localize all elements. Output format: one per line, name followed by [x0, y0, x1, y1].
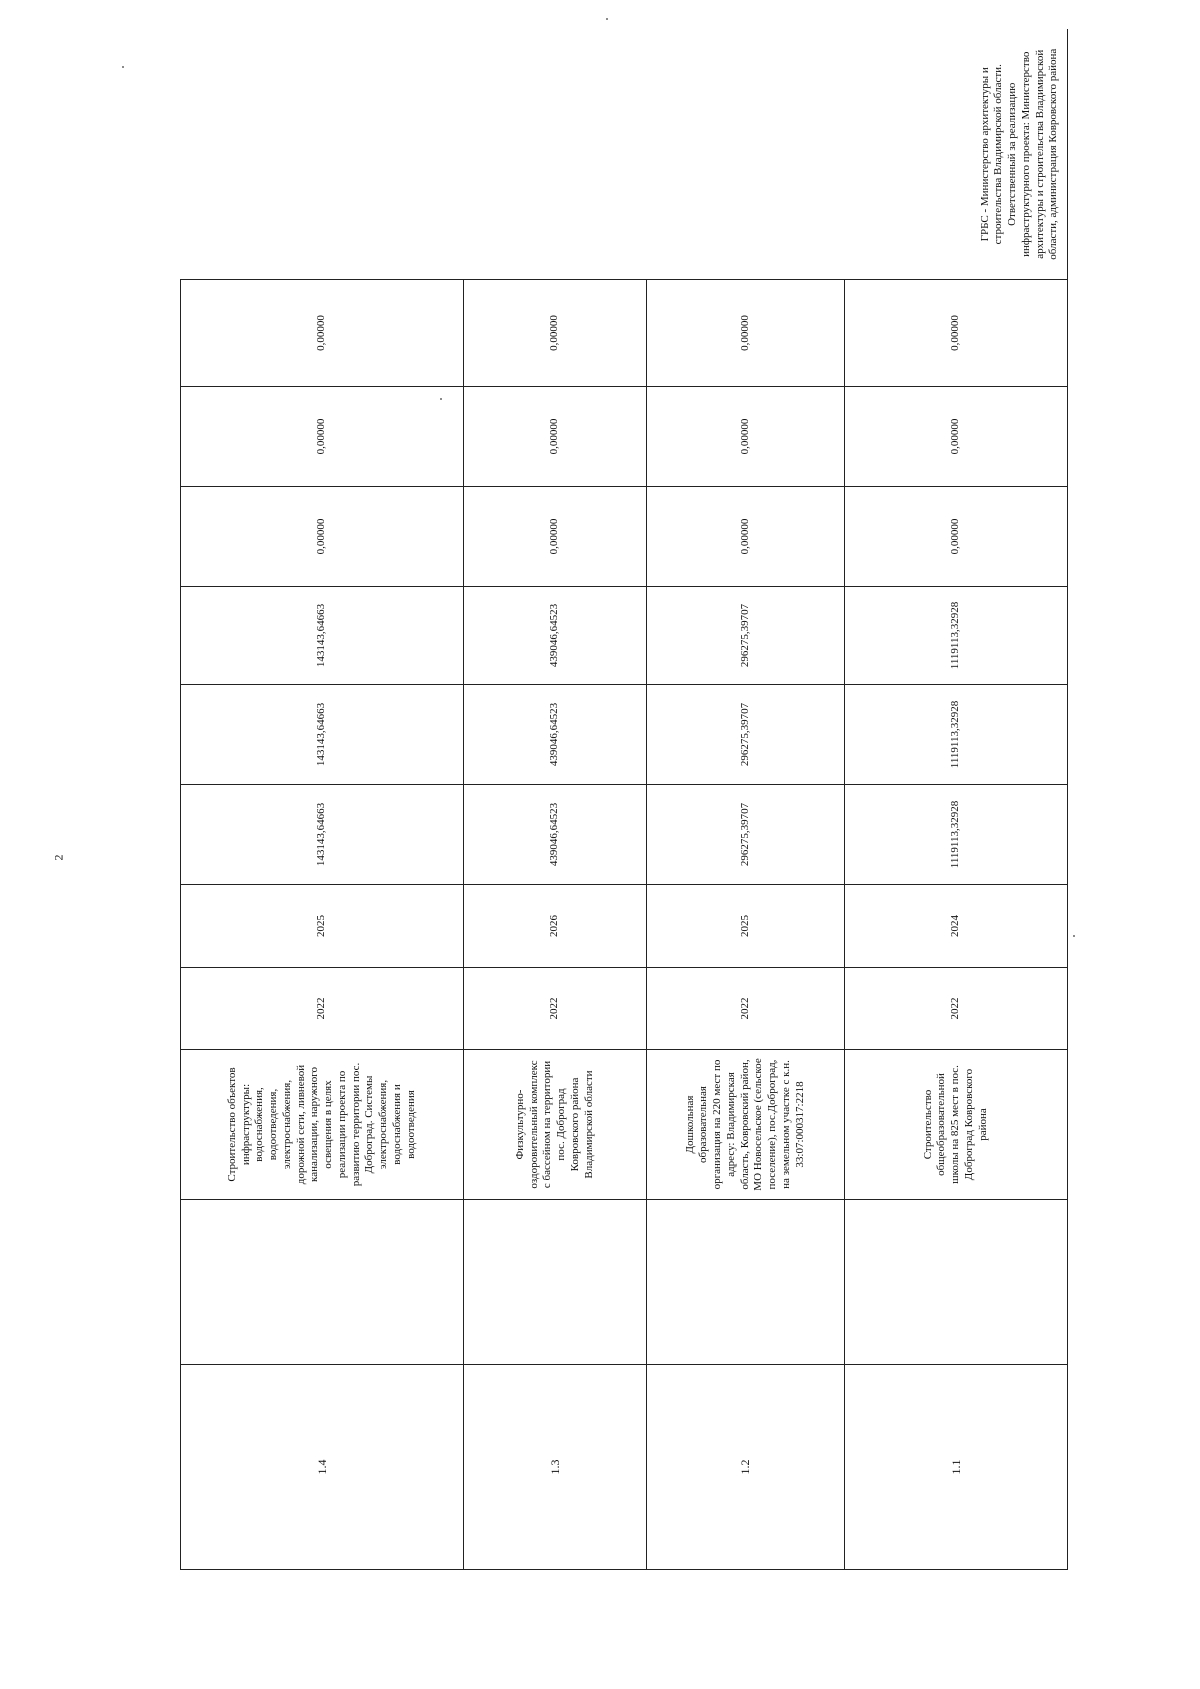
row-code — [181, 1200, 464, 1365]
row-code — [647, 1200, 845, 1365]
object-name: Строительство объектов инфраструктуры: водоснабжения, водоотведения, электроснабжения, дорожной сети, ливневой канализации, наружного освещения в целях реализации проекта по развитию территории пос. Доброград. Системы электроснабжения, водоснабжения и водоотведения — [181, 1050, 464, 1200]
value-5: 0,00000 — [181, 280, 464, 387]
start-year: 2022 — [464, 968, 647, 1050]
start-year: 2022 — [845, 968, 1068, 1050]
object-name: Строительство общеобразовательной школы на 825 мест в пос. Доброград Ковровского района — [845, 1050, 1068, 1200]
value-3: 0,00000 — [181, 487, 464, 587]
value-3: 0,00000 — [845, 487, 1068, 587]
value-3: 0,00000 — [647, 487, 845, 587]
value-2: 143143,64663 — [181, 587, 464, 685]
value-5: 0,00000 — [464, 280, 647, 387]
table-row — [181, 30, 464, 1570]
scan-speck — [122, 66, 124, 68]
projects-table — [180, 30, 1068, 1571]
object-name: Дошкольная образовательная организация на 220 мест по адресу: Владимирская область, Ковровский район, МО Новосельское (сельское поселение), пос.Доброград, на земельном участке с к.н. 33:07:000317:2218 — [647, 1050, 845, 1200]
value-1: 143143,64663 — [181, 685, 464, 785]
value-2: 296275,39707 — [647, 587, 845, 685]
value-4: 0,00000 — [845, 387, 1068, 487]
total-value: 1119113,32928 — [845, 785, 1068, 885]
responsible-text: ГРБС - Министерство архитектуры и строительства Владимирской области. Ответственный за реализацию инфраструктурного проекта: Министерство архитектуры и строительства Владимирской области, администрация Ковровского района — [978, 48, 1060, 260]
row-code — [464, 1200, 647, 1365]
end-year: 2026 — [464, 885, 647, 968]
page-number: 2 — [51, 854, 66, 861]
value-5: 0,00000 — [647, 280, 845, 387]
value-4: 0,00000 — [181, 387, 464, 487]
row-code — [845, 1200, 1068, 1365]
total-value: 143143,64663 — [181, 785, 464, 885]
value-1: 296275,39707 — [647, 685, 845, 785]
scan-speck — [606, 18, 608, 20]
value-4: 0,00000 — [464, 387, 647, 487]
scan-speck — [1073, 935, 1075, 937]
value-2: 1119113,32928 — [845, 587, 1068, 685]
responsible-cell — [181, 30, 1068, 280]
value-3: 0,00000 — [464, 487, 647, 587]
object-name: Физкультурно-оздоровительный комплекс с бассейном на территории пос. Доброград Ковровского района Владимирской области — [464, 1050, 647, 1200]
rotated-table-wrapper — [180, 48, 1060, 1570]
end-year: 2025 — [181, 885, 464, 968]
total-value: 296275,39707 — [647, 785, 845, 885]
start-year: 2022 — [181, 968, 464, 1050]
value-1: 439046,64523 — [464, 685, 647, 785]
value-2: 439046,64523 — [464, 587, 647, 685]
value-1: 1119113,32928 — [845, 685, 1068, 785]
value-4: 0,00000 — [647, 387, 845, 487]
row-number: 1.1 — [845, 1365, 1068, 1570]
total-value: 439046,64523 — [464, 785, 647, 885]
value-5: 0,00000 — [845, 280, 1068, 387]
row-number: 1.3 — [464, 1365, 647, 1570]
start-year: 2022 — [647, 968, 845, 1050]
row-number: 1.4 — [181, 1365, 464, 1570]
row-number: 1.2 — [647, 1365, 845, 1570]
end-year: 2024 — [845, 885, 1068, 968]
end-year: 2025 — [647, 885, 845, 968]
